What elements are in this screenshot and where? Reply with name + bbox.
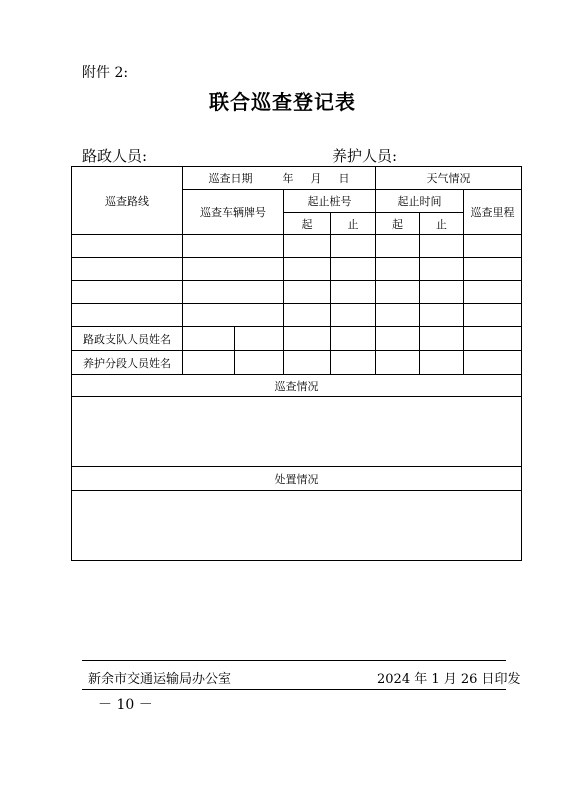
maintenance-names-row (72, 351, 522, 375)
weather-field: 天气情况 (376, 167, 522, 190)
stake-start-header: 起 (284, 213, 331, 235)
road-admin-names-row (72, 327, 522, 351)
table-row (72, 235, 522, 258)
stake-range-header: 起止桩号 (284, 190, 376, 213)
time-end-header: 止 (420, 213, 464, 235)
footer-bottom-rule (82, 689, 506, 690)
road-admin-personnel-label: 路政人员: (82, 147, 148, 165)
inspection-situation-header: 巡查情况 (72, 375, 522, 397)
maintenance-personnel-label: 养护人员: (332, 147, 398, 165)
footer-top-rule (82, 660, 506, 661)
route-header: 巡查路线 (72, 167, 183, 235)
issuing-office: 新余市交通运输局办公室 (88, 672, 232, 687)
table-row (72, 281, 522, 304)
issue-date: 2024 年 1 月 26 日印发 (377, 672, 521, 687)
vehicle-plate-header: 巡查车辆牌号 (183, 190, 284, 235)
time-range-header: 起止时间 (376, 190, 464, 213)
patrol-date-label: 巡查日期 (208, 172, 253, 185)
month-label: 月 (310, 172, 322, 185)
mileage-header: 巡查里程 (464, 190, 522, 235)
time-start-header: 起 (376, 213, 420, 235)
handling-situation-field[interactable] (72, 491, 522, 561)
stake-end-header: 止 (331, 213, 376, 235)
patrol-date-field (183, 167, 376, 190)
day-label: 日 (338, 172, 350, 185)
inspection-situation-field[interactable] (72, 397, 522, 467)
table-row (72, 304, 522, 327)
year-label: 年 (282, 172, 294, 185)
table-row (72, 258, 522, 281)
patrol-registration-table (71, 166, 522, 561)
maintenance-names-label: 养护分段人员姓名 (72, 351, 183, 375)
road-admin-names-label: 路政支队人员姓名 (72, 327, 183, 351)
appendix-label: 附件 2: (82, 65, 129, 81)
handling-situation-header: 处置情况 (72, 467, 522, 491)
page-title: 联合巡查登记表 (209, 90, 356, 114)
page-number: － 10 － (98, 697, 153, 713)
